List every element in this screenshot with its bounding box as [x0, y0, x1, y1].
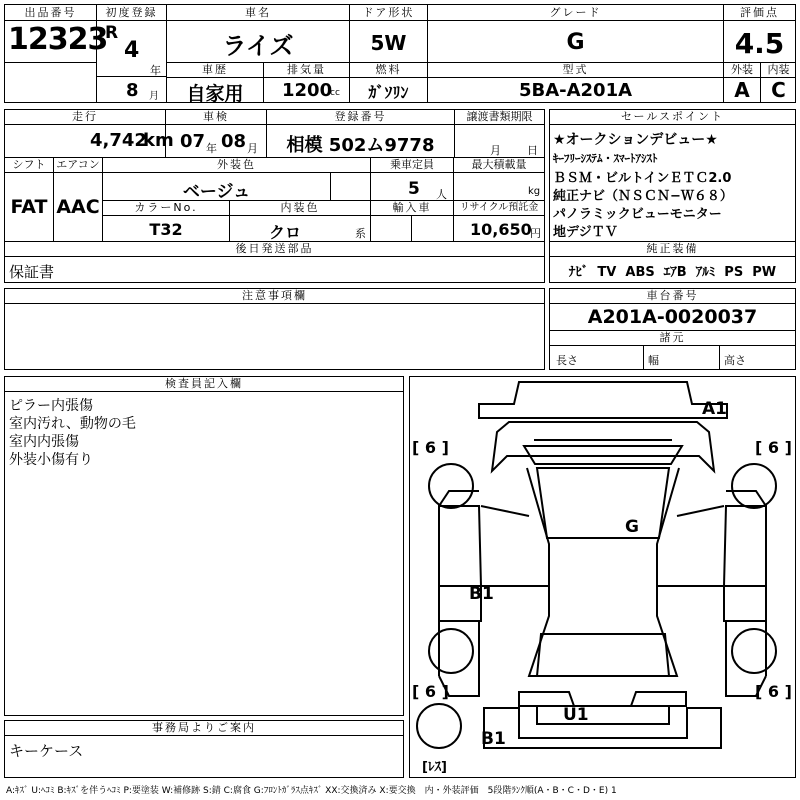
lot-label: 出品番号 — [5, 5, 96, 21]
length-label: 長さ — [556, 354, 578, 367]
front-bumper — [479, 382, 727, 418]
transfer-label: 譲渡書類期限 — [466, 110, 533, 123]
wheel-front-left — [429, 464, 473, 508]
reg-month-unit: 月 — [149, 91, 159, 102]
grade: G — [566, 30, 585, 55]
ext-grade: A — [734, 78, 750, 102]
door-type: 5W — [370, 31, 407, 55]
sales-line: 地デジＴＶ — [553, 225, 618, 240]
mileage: 4,742 — [90, 130, 147, 151]
sales-points-label: セールスポイント — [620, 110, 724, 123]
model: 5BA-A201A — [518, 80, 633, 101]
color-no-label: カラーNo. — [134, 201, 198, 214]
office-text: キーケース — [9, 742, 84, 760]
roof-outline — [537, 468, 669, 538]
int-grade: C — [771, 78, 786, 102]
later-parts-text: 保証書 — [9, 263, 55, 281]
reg-no-label: 登録番号 — [334, 110, 387, 123]
rear-glass — [537, 634, 669, 676]
chassis-label: 車台番号 — [646, 289, 699, 302]
score: 4.5 — [734, 27, 785, 60]
inspector-note: 室内内張傷 — [9, 434, 79, 450]
transfer-day-unit: 日 — [527, 144, 538, 157]
recycle-unit: 円 — [530, 227, 541, 240]
insp-year-unit: 年 — [206, 142, 217, 155]
ext-color-label: 外装色 — [217, 158, 256, 171]
ac-label: エアコン — [56, 158, 100, 171]
recycle: 10,650 — [470, 220, 532, 239]
equipment-items: ﾅﾋﾞ TV ABS ｴｱB ｱﾙﾐ PS PW — [568, 265, 777, 280]
inspector-label: 検査員記入欄 — [165, 377, 243, 390]
sales-line: 純正ナビ（ＮＳＣＮ−Ｗ６８） — [553, 189, 733, 204]
first-reg-label: 初度登録 — [97, 5, 166, 21]
model-label: 型式 — [562, 63, 589, 76]
door-label: ドア形状 — [350, 5, 427, 21]
insp-year: 07 — [180, 131, 206, 152]
sales-line: パノラミックビューモニター — [553, 207, 722, 222]
tire-rl-mark: [ 6 ] — [412, 682, 449, 701]
reg-year-unit: 年 — [150, 64, 161, 77]
transfer-month-unit: 月 — [490, 144, 501, 157]
spec-label: 諸元 — [659, 331, 686, 344]
sales-line: ★オークションデビュー★ — [553, 132, 718, 148]
displacement-unit: cc — [330, 88, 340, 98]
chassis-number: A201A-0020037 — [587, 306, 758, 328]
ac: AAC — [56, 196, 100, 218]
notes-label: 注意事項欄 — [242, 289, 307, 302]
shift-label: シフト — [12, 158, 46, 171]
wheel-rear-right — [732, 629, 776, 673]
inspector-note: ピラー内張傷 — [9, 398, 93, 414]
car-diagram — [409, 376, 796, 778]
capacity-label: 乗車定員 — [390, 158, 434, 171]
fuel-label: 燃料 — [375, 63, 402, 76]
damage-mark-b1-rear: B1 — [481, 729, 506, 749]
reg-year: 4 — [124, 38, 140, 63]
height-label: 高さ — [724, 354, 746, 367]
shift: FAT — [10, 196, 48, 218]
hatch-outline — [537, 706, 669, 724]
ext-color: ベージュ — [182, 182, 251, 202]
sales-line: ＢＳＭ・ビルトインＥＴＣ2.0 — [553, 171, 732, 186]
wheel-front-right — [732, 464, 776, 508]
equipment-label: 純正装備 — [646, 242, 699, 255]
grade-label: グレード — [428, 5, 723, 21]
color-no: T32 — [149, 220, 183, 239]
left-body — [439, 506, 481, 586]
score-label: 評価点 — [724, 5, 795, 21]
legend: A:ｷｽﾞ U:ﾍｺﾐ B:ｷｽﾞを伴うﾍｺﾐ P:要塗装 W:補修跡 S:錆 C:腐食 G:ﾌﾛﾝﾄｶﾞﾗｽ点ｷｽﾞ XX:交換済み X:要交換 内・外装評価 5段階ﾗﾝｸ順(A・B・C・D・E) 1 — [6, 786, 617, 796]
lot-number: 12323 — [8, 22, 108, 57]
car-name-label: 車名 — [167, 5, 349, 21]
reg-no: 相模 502ム9778 — [286, 135, 435, 156]
fuel: ｶﾞｿﾘﾝ — [368, 83, 409, 102]
later-parts-label: 後日発送部品 — [235, 242, 314, 255]
wheel-rear-left — [429, 629, 473, 673]
inspection-label: 車検 — [203, 110, 229, 123]
insp-month: 08 — [221, 131, 247, 152]
office-label: 事務局よりご案内 — [152, 721, 256, 734]
damage-mark-b1-side: B1 — [469, 584, 494, 604]
damage-mark-a1: A1 — [702, 399, 727, 419]
tire-fr-mark: [ 6 ] — [755, 438, 792, 457]
int-color-label: 内装色 — [280, 201, 320, 214]
history: 自家用 — [186, 83, 244, 105]
recycle-label: リサイクル預託金 — [459, 202, 539, 213]
rear-bumper — [484, 708, 721, 748]
import-label: 輸入車 — [392, 201, 432, 214]
damage-mark-u1: U1 — [563, 705, 589, 725]
inspector-note: 外装小傷有り — [9, 452, 93, 468]
capacity-unit: 人 — [436, 188, 447, 201]
int-color: クロ — [268, 223, 301, 242]
displacement: 1200 — [282, 80, 333, 101]
ext-grade-label: 外装 — [731, 63, 753, 76]
spare-tire — [417, 704, 461, 748]
inspector-note: 室内汚れ、動物の毛 — [9, 416, 136, 432]
history-label: 車歴 — [202, 63, 228, 76]
sales-line: ｷｰﾌﾘｰｼｽﾃﾑ・ｽﾏｰﾄｱｼｽﾄ — [553, 152, 658, 165]
damage-mark-g: G — [625, 517, 639, 537]
displacement-label: 排気量 — [287, 63, 326, 76]
capacity: 5 — [408, 179, 420, 199]
mileage-label: 走行 — [72, 110, 98, 123]
reg-month: 8 — [126, 80, 139, 101]
int-color-unit: 系 — [355, 227, 366, 240]
era: R — [105, 23, 119, 43]
max-load-unit: kg — [528, 186, 541, 197]
int-grade-label: 内装 — [767, 63, 790, 76]
tire-fl-mark: [ 6 ] — [412, 438, 449, 457]
right-body — [724, 506, 766, 586]
spare-mark: [ﾚｽ] — [422, 760, 447, 775]
tire-rr-mark: [ 6 ] — [755, 682, 792, 701]
max-load-label: 最大積載量 — [471, 158, 527, 171]
mileage-unit: km — [143, 130, 174, 151]
width-label: 幅 — [648, 354, 659, 367]
cabin-outline — [527, 468, 679, 676]
car-name: ライズ — [222, 32, 294, 60]
insp-month-unit: 月 — [247, 142, 258, 155]
